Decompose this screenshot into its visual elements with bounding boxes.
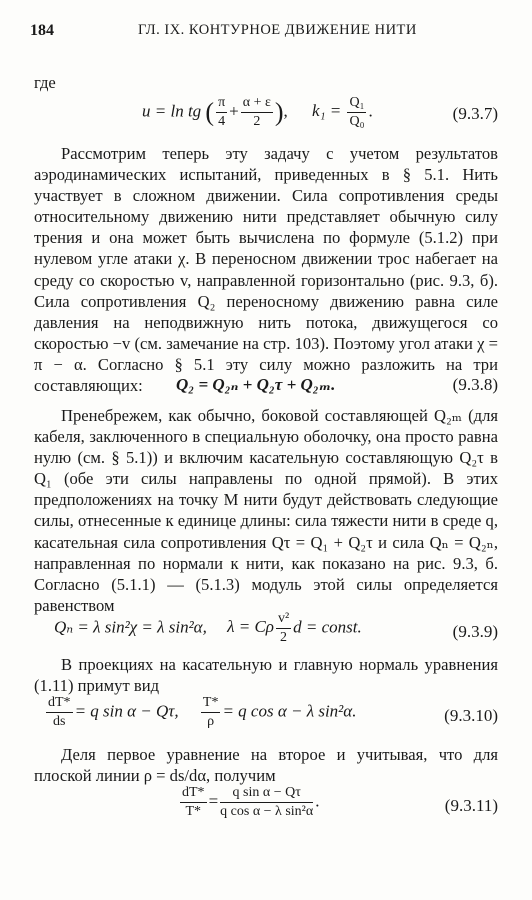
formula: Q₂ = Q₂ₙ + Q₂τ + Q₂ₘ. <box>176 375 336 394</box>
fraction-alpha-eps: $\frac{\alpha + \varepsilon}{2}$ <box>242 95 271 129</box>
paragraph-2: Пренебрежем, как обычно, боковой составляющей Q₂ₘ (для кабеля, заключенного в специальную оболочку, она просто равна нулю (см. § 5.1)) и включим касательную составляющую Q₂τ в Q₁ (обе эти силы направлены по одной прямой). В этих предположениях на точку M нити будут действовать следующие силы, отнесенные к единице длины: сила тяжести нити в среде q, касательная сила сопротивления Qτ = Q₁ + Q₂τ и сила Qₙ = Q₂ₙ, направленная по нормали к нити, как показано на рис. 9.3, б. Согласно (5.1.1) — (5.1.3) модуль этой силы определяется равенством <box>34 406 498 615</box>
paragraph-4: Деля первое уравнение на второе и учитывая, что для плоской линии ρ = ds/dα, получим <box>34 745 498 786</box>
equation-number: (9.3.7) <box>452 104 498 123</box>
word-where: где <box>34 73 56 92</box>
equation-number: (9.3.11) <box>444 796 498 815</box>
running-head <box>30 22 502 46</box>
equation-number: (9.3.8) <box>452 375 498 394</box>
fraction-pi-4: $\frac{\pi}{4}$ <box>218 95 226 129</box>
chapter-title: ГЛ. IX. КОНТУРНОЕ ДВИЖЕНИЕ НИТИ <box>138 22 417 38</box>
equation-9-3-10: $\frac{dT*}{ds}$ = q sin α − Qτ, $\frac{T*}{\rho}$ = q cos α − λ sin²α. (9.3.10) <box>48 695 498 729</box>
fraction-q1-q0: $\frac{\text{Q₁}}{\text{Q₀}}$ <box>349 95 365 129</box>
eq-left: u = ln tg <box>142 101 202 121</box>
equation-9-3-11: $\frac{dT*}{T*}$ = $\frac{\text{q sin α − Qτ}}{\text{q cos α − λ sin²α}}$ . (9.3.11) <box>182 785 498 819</box>
equation-9-3-8 <box>34 375 498 401</box>
paragraph-3: В проекциях на касательную и главную нормаль уравнения (1.11) примут вид <box>34 655 498 696</box>
equation-9-3-7: u = ln tg ( $\frac{\pi}{4}$ + $\frac{\alpha + \varepsilon}{2}$ ), k₁ = $\frac{\text{Q₁}}{\text{Q₀}}$ . (9.3.7) <box>142 95 498 129</box>
paragraph-1: Рассмотрим теперь эту задачу с учетом результатов аэродинамических испытаний, приведенных в § 5.1. Нить участвует в сложном движении. Сила сопротивления среды относительному движению нити представляет обычную силу трения и она может быть вычислена по формуле (5.1.2) при нулевом угле атаки χ. В переносном движении трос набегает на среду со скоростью v, направленной горизонтально (рис. 9.3, б). Сила сопротивления Q₂ переносному движению равна силе давления на неподвижную нить потока, движущегося со скоростью −v (см. замечание на стр. 103). Поэтому угол атаки χ = π − α. Согласно § 5.1 эту силу можно разложить на три составляющих: <box>34 144 498 396</box>
k1-label: k₁ = <box>312 101 342 121</box>
equation-number: (9.3.10) <box>444 706 498 725</box>
page-number: 184 <box>30 22 54 39</box>
equation-9-3-9: Qₙ = λ sin²χ = λ sin²α, λ = Cρ $\frac{\text{v²}}{2}$ d = const. (9.3.9) <box>54 611 498 645</box>
equation-number: (9.3.9) <box>452 622 498 641</box>
